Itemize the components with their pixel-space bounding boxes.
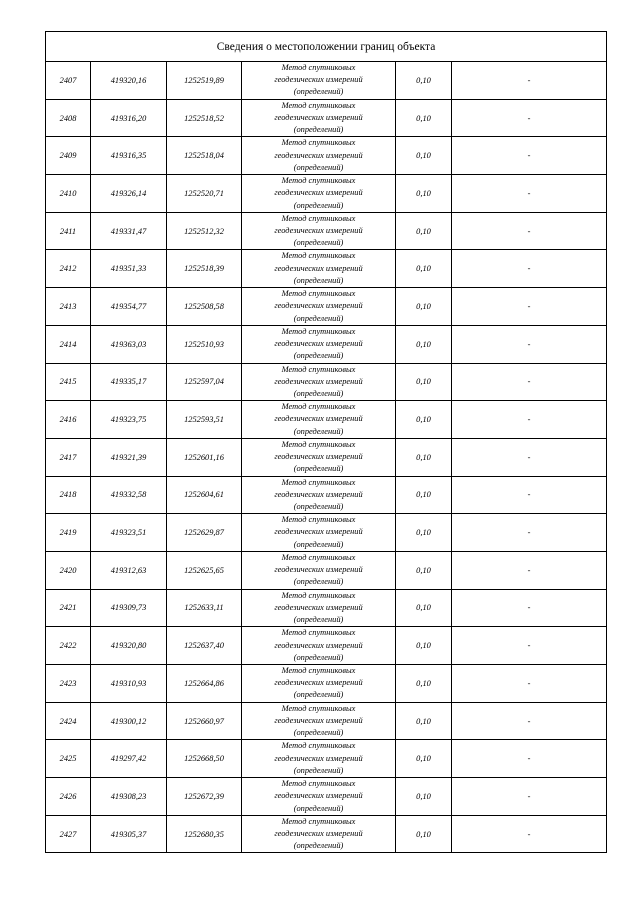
accuracy-cell: 0,10 bbox=[396, 401, 452, 439]
accuracy-cell: 0,10 bbox=[396, 551, 452, 589]
table-row bbox=[46, 740, 607, 778]
coordinate-x-cell: 419332,58 bbox=[91, 476, 167, 514]
method-line-2: геодезических измерений bbox=[274, 565, 363, 575]
coordinate-y-cell: 1252518,39 bbox=[167, 250, 242, 288]
coordinate-y-cell: 1252629,87 bbox=[167, 514, 242, 552]
coordinate-x-cell: 419323,51 bbox=[91, 514, 167, 552]
point-number-cell: 2414 bbox=[46, 325, 91, 363]
method-line-3: (определений) bbox=[293, 728, 344, 738]
point-number-cell: 2425 bbox=[46, 740, 91, 778]
coordinate-y-cell: 1252512,32 bbox=[167, 212, 242, 250]
point-number-cell: 2418 bbox=[46, 476, 91, 514]
method-line-1: Метод спутниковых bbox=[281, 100, 356, 110]
method-line-2: геодезических измерений bbox=[274, 452, 363, 462]
method-line-3: (определений) bbox=[293, 765, 344, 775]
method-line-3: (определений) bbox=[293, 615, 344, 625]
method-line-2: геодезических измерений bbox=[274, 828, 363, 838]
method-cell bbox=[242, 212, 396, 250]
table-body bbox=[46, 32, 607, 853]
coordinate-x-cell: 419305,37 bbox=[91, 815, 167, 853]
accuracy-cell: 0,10 bbox=[396, 325, 452, 363]
accuracy-cell: 0,10 bbox=[396, 589, 452, 627]
method-line-3: (определений) bbox=[293, 388, 344, 398]
coordinate-x-cell: 419354,77 bbox=[91, 288, 167, 326]
coordinate-y-cell: 1252668,50 bbox=[167, 740, 242, 778]
method-line-1: Метод спутниковых bbox=[281, 326, 356, 336]
method-line-2: геодезических измерений bbox=[274, 640, 363, 650]
method-cell bbox=[242, 175, 396, 213]
coordinate-y-cell: 1252672,39 bbox=[167, 778, 242, 816]
table-row bbox=[46, 250, 607, 288]
accuracy-cell: 0,10 bbox=[396, 778, 452, 816]
boundary-coordinates-table bbox=[45, 31, 607, 853]
method-line-1: Метод спутниковых bbox=[281, 289, 356, 299]
method-line-2: геодезических измерений bbox=[274, 527, 363, 537]
note-cell: - bbox=[452, 288, 607, 326]
method-line-2: геодезических измерений bbox=[274, 376, 363, 386]
method-line-1: Метод спутниковых bbox=[281, 741, 356, 751]
note-cell: - bbox=[452, 702, 607, 740]
method-line-3: (определений) bbox=[293, 539, 344, 549]
table-row bbox=[46, 212, 607, 250]
method-line-1: Метод спутниковых bbox=[281, 364, 356, 374]
point-number-cell: 2410 bbox=[46, 175, 91, 213]
point-number-cell: 2409 bbox=[46, 137, 91, 175]
table-row bbox=[46, 589, 607, 627]
point-number-cell: 2411 bbox=[46, 212, 91, 250]
accuracy-cell: 0,10 bbox=[396, 212, 452, 250]
coordinate-x-cell: 419316,35 bbox=[91, 137, 167, 175]
method-line-2: геодезических измерений bbox=[274, 75, 363, 85]
method-line-2: геодезических измерений bbox=[274, 112, 363, 122]
coordinate-x-cell: 419312,63 bbox=[91, 551, 167, 589]
table-row bbox=[46, 401, 607, 439]
method-cell bbox=[242, 476, 396, 514]
note-cell: - bbox=[452, 325, 607, 363]
accuracy-cell: 0,10 bbox=[396, 99, 452, 137]
method-line-1: Метод спутниковых bbox=[281, 138, 356, 148]
accuracy-cell: 0,10 bbox=[396, 438, 452, 476]
point-number-cell: 2419 bbox=[46, 514, 91, 552]
table-row bbox=[46, 99, 607, 137]
coordinate-y-cell: 1252593,51 bbox=[167, 401, 242, 439]
accuracy-cell: 0,10 bbox=[396, 175, 452, 213]
method-line-2: геодезических измерений bbox=[274, 414, 363, 424]
point-number-cell: 2407 bbox=[46, 62, 91, 100]
coordinate-y-cell: 1252597,04 bbox=[167, 363, 242, 401]
coordinate-x-cell: 419309,73 bbox=[91, 589, 167, 627]
method-cell bbox=[242, 438, 396, 476]
method-line-1: Метод спутниковых bbox=[281, 213, 356, 223]
accuracy-cell: 0,10 bbox=[396, 815, 452, 853]
coordinate-x-cell: 419300,12 bbox=[91, 702, 167, 740]
method-cell bbox=[242, 363, 396, 401]
coordinate-y-cell: 1252518,52 bbox=[167, 99, 242, 137]
method-line-1: Метод спутниковых bbox=[281, 515, 356, 525]
method-line-2: геодезических измерений bbox=[274, 150, 363, 160]
method-line-2: геодезических измерений bbox=[274, 753, 363, 763]
method-line-3: (определений) bbox=[293, 125, 344, 135]
table-row bbox=[46, 363, 607, 401]
note-cell: - bbox=[452, 476, 607, 514]
coordinate-x-cell: 419308,23 bbox=[91, 778, 167, 816]
table-row bbox=[46, 627, 607, 665]
coordinate-x-cell: 419363,03 bbox=[91, 325, 167, 363]
method-line-1: Метод спутниковых bbox=[281, 816, 356, 826]
method-cell bbox=[242, 589, 396, 627]
method-line-3: (определений) bbox=[293, 803, 344, 813]
method-cell bbox=[242, 250, 396, 288]
table-row bbox=[46, 62, 607, 100]
table-row bbox=[46, 514, 607, 552]
method-line-2: геодезических измерений bbox=[274, 715, 363, 725]
method-line-3: (определений) bbox=[293, 652, 344, 662]
accuracy-cell: 0,10 bbox=[396, 740, 452, 778]
method-cell bbox=[242, 514, 396, 552]
accuracy-cell: 0,10 bbox=[396, 627, 452, 665]
method-line-3: (определений) bbox=[293, 464, 344, 474]
method-line-3: (определений) bbox=[293, 841, 344, 851]
method-cell bbox=[242, 815, 396, 853]
note-cell: - bbox=[452, 438, 607, 476]
point-number-cell: 2426 bbox=[46, 778, 91, 816]
method-line-1: Метод спутниковых bbox=[281, 703, 356, 713]
note-cell: - bbox=[452, 250, 607, 288]
coordinate-x-cell: 419320,80 bbox=[91, 627, 167, 665]
coordinate-y-cell: 1252601,16 bbox=[167, 438, 242, 476]
table-title-row bbox=[46, 32, 607, 62]
method-line-3: (определений) bbox=[293, 690, 344, 700]
coordinate-y-cell: 1252637,40 bbox=[167, 627, 242, 665]
method-line-2: геодезических измерений bbox=[274, 602, 363, 612]
coordinate-y-cell: 1252518,04 bbox=[167, 137, 242, 175]
method-cell bbox=[242, 62, 396, 100]
coordinate-x-cell: 419297,42 bbox=[91, 740, 167, 778]
method-line-3: (определений) bbox=[293, 351, 344, 361]
coordinate-y-cell: 1252680,35 bbox=[167, 815, 242, 853]
coordinate-x-cell: 419321,39 bbox=[91, 438, 167, 476]
method-line-1: Метод спутниковых bbox=[281, 251, 356, 261]
point-number-cell: 2420 bbox=[46, 551, 91, 589]
method-line-2: геодезических измерений bbox=[274, 489, 363, 499]
coordinate-y-cell: 1252625,65 bbox=[167, 551, 242, 589]
table-row bbox=[46, 175, 607, 213]
coordinate-y-cell: 1252520,71 bbox=[167, 175, 242, 213]
table-row bbox=[46, 778, 607, 816]
table-row bbox=[46, 288, 607, 326]
method-cell bbox=[242, 288, 396, 326]
point-number-cell: 2413 bbox=[46, 288, 91, 326]
note-cell: - bbox=[452, 627, 607, 665]
note-cell: - bbox=[452, 99, 607, 137]
method-line-3: (определений) bbox=[293, 502, 344, 511]
accuracy-cell: 0,10 bbox=[396, 250, 452, 288]
note-cell: - bbox=[452, 778, 607, 816]
point-number-cell: 2415 bbox=[46, 363, 91, 401]
note-cell: - bbox=[452, 514, 607, 552]
method-line-3: (определений) bbox=[293, 238, 344, 248]
note-cell: - bbox=[452, 589, 607, 627]
note-cell: - bbox=[452, 175, 607, 213]
accuracy-cell: 0,10 bbox=[396, 137, 452, 175]
method-line-3: (определений) bbox=[293, 313, 344, 323]
point-number-cell: 2422 bbox=[46, 627, 91, 665]
coordinate-y-cell: 1252660,97 bbox=[167, 702, 242, 740]
coordinate-x-cell: 419351,33 bbox=[91, 250, 167, 288]
table-row bbox=[46, 438, 607, 476]
note-cell: - bbox=[452, 62, 607, 100]
table-row bbox=[46, 551, 607, 589]
note-cell: - bbox=[452, 212, 607, 250]
method-line-1: Метод спутниковых bbox=[281, 552, 356, 562]
method-line-3: (определений) bbox=[293, 200, 344, 210]
table-title: Сведения о местоположении границ объекта bbox=[46, 32, 607, 62]
note-cell: - bbox=[452, 740, 607, 778]
method-line-2: геодезических измерений bbox=[274, 301, 363, 311]
table-row bbox=[46, 815, 607, 853]
accuracy-cell: 0,10 bbox=[396, 62, 452, 100]
method-cell bbox=[242, 778, 396, 816]
note-cell: - bbox=[452, 551, 607, 589]
point-number-cell: 2421 bbox=[46, 589, 91, 627]
method-line-3: (определений) bbox=[293, 275, 344, 285]
table-row bbox=[46, 325, 607, 363]
method-line-1: Метод спутниковых bbox=[281, 176, 356, 186]
coordinate-x-cell: 419323,75 bbox=[91, 401, 167, 439]
point-number-cell: 2408 bbox=[46, 99, 91, 137]
accuracy-cell: 0,10 bbox=[396, 476, 452, 514]
coordinate-y-cell: 1252519,89 bbox=[167, 62, 242, 100]
method-cell bbox=[242, 99, 396, 137]
method-line-2: геодезических измерений bbox=[274, 188, 363, 198]
method-cell bbox=[242, 551, 396, 589]
method-cell bbox=[242, 627, 396, 665]
accuracy-cell: 0,10 bbox=[396, 288, 452, 326]
accuracy-cell: 0,10 bbox=[396, 702, 452, 740]
point-number-cell: 2424 bbox=[46, 702, 91, 740]
note-cell: - bbox=[452, 815, 607, 853]
coordinate-x-cell: 419320,16 bbox=[91, 62, 167, 100]
method-line-1: Метод спутниковых bbox=[281, 628, 356, 638]
accuracy-cell: 0,10 bbox=[396, 665, 452, 703]
note-cell: - bbox=[452, 363, 607, 401]
table-row bbox=[46, 137, 607, 175]
table-row bbox=[46, 476, 607, 514]
method-cell bbox=[242, 137, 396, 175]
method-line-1: Метод спутниковых bbox=[281, 402, 356, 412]
accuracy-cell: 0,10 bbox=[396, 363, 452, 401]
coordinate-x-cell: 419326,14 bbox=[91, 175, 167, 213]
coordinate-y-cell: 1252604,61 bbox=[167, 476, 242, 514]
method-cell bbox=[242, 702, 396, 740]
method-line-3: (определений) bbox=[293, 426, 344, 436]
note-cell: - bbox=[452, 665, 607, 703]
method-cell bbox=[242, 401, 396, 439]
point-number-cell: 2423 bbox=[46, 665, 91, 703]
coordinate-x-cell: 419331,47 bbox=[91, 212, 167, 250]
document-page bbox=[45, 31, 606, 853]
point-number-cell: 2412 bbox=[46, 250, 91, 288]
method-line-2: геодезических измерений bbox=[274, 263, 363, 273]
coordinate-y-cell: 1252664,86 bbox=[167, 665, 242, 703]
method-cell bbox=[242, 665, 396, 703]
coordinate-y-cell: 1252633,11 bbox=[167, 589, 242, 627]
coordinate-x-cell: 419316,20 bbox=[91, 99, 167, 137]
method-line-2: геодезических измерений bbox=[274, 225, 363, 235]
coordinate-x-cell: 419310,93 bbox=[91, 665, 167, 703]
method-line-3: (определений) bbox=[293, 162, 344, 172]
note-cell: - bbox=[452, 401, 607, 439]
method-cell bbox=[242, 740, 396, 778]
method-line-1: Метод спутниковых bbox=[281, 477, 356, 487]
method-line-2: геодезических измерений bbox=[274, 339, 363, 349]
note-cell: - bbox=[452, 137, 607, 175]
method-cell bbox=[242, 325, 396, 363]
method-line-1: Метод спутниковых bbox=[281, 439, 356, 449]
table-row bbox=[46, 702, 607, 740]
method-line-2: геодезических измерений bbox=[274, 678, 363, 688]
method-line-3: (определений) bbox=[293, 577, 344, 587]
method-line-1: Метод спутниковых bbox=[281, 779, 356, 789]
method-line-2: геодезических измерений bbox=[274, 791, 363, 801]
coordinate-y-cell: 1252508,58 bbox=[167, 288, 242, 326]
coordinate-y-cell: 1252510,93 bbox=[167, 325, 242, 363]
method-line-1: Метод спутниковых bbox=[281, 63, 356, 73]
method-line-3: (определений) bbox=[293, 87, 344, 97]
point-number-cell: 2416 bbox=[46, 401, 91, 439]
method-line-1: Метод спутниковых bbox=[281, 590, 356, 600]
coordinate-x-cell: 419335,17 bbox=[91, 363, 167, 401]
method-line-1: Метод спутниковых bbox=[281, 666, 356, 676]
point-number-cell: 2417 bbox=[46, 438, 91, 476]
accuracy-cell: 0,10 bbox=[396, 514, 452, 552]
point-number-cell: 2427 bbox=[46, 815, 91, 853]
table-row bbox=[46, 665, 607, 703]
